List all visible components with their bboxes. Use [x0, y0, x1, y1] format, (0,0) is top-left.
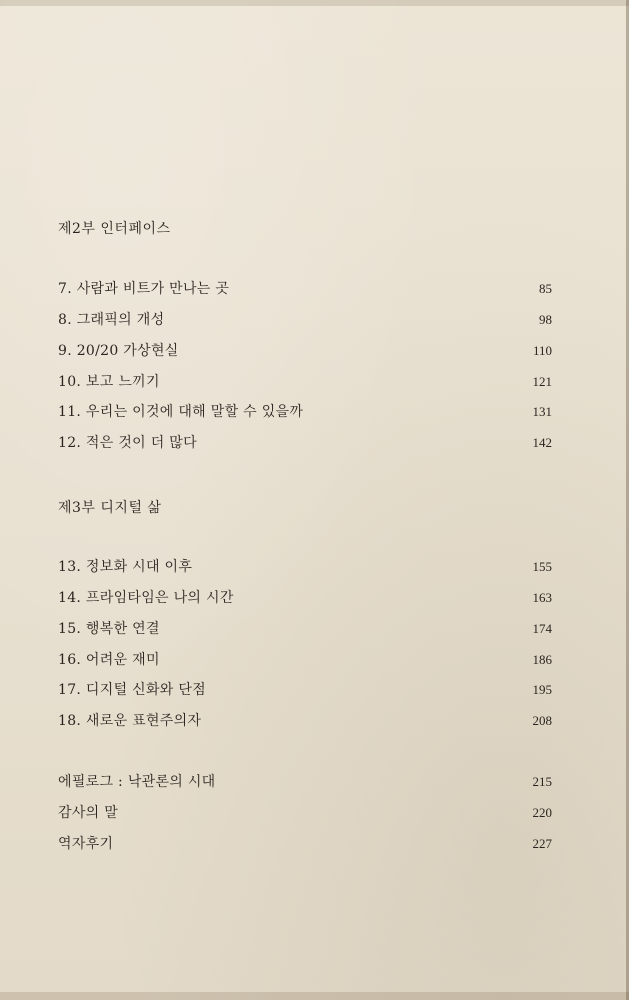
toc-entry-page: 98	[539, 312, 552, 327]
toc-entry-page: 195	[532, 682, 552, 697]
toc-entry[interactable]	[58, 433, 552, 453]
toc-entry-page: 227	[532, 836, 552, 851]
toc-entry-page: 208	[532, 713, 552, 728]
toc-entry[interactable]	[58, 619, 552, 639]
toc-entry-page: 174	[532, 621, 552, 636]
toc-entry[interactable]	[58, 834, 552, 854]
toc-entry[interactable]	[58, 803, 552, 823]
toc-entry-page: 163	[532, 590, 552, 605]
toc-entry-title: 에필로그 : 낙관론의 시대	[58, 774, 216, 790]
toc-entry-title: 9. 20/20 가상현실	[58, 343, 179, 359]
toc-entry-page: 110	[532, 343, 552, 358]
toc-entry-title: 11. 우리는 이것에 대해 말할 수 있을까	[58, 404, 304, 420]
toc-entry-title: 13. 정보화 시대 이후	[58, 559, 193, 575]
toc-entry[interactable]	[58, 650, 552, 670]
toc-entry-page: 215	[532, 774, 552, 789]
toc-entry-page: 131	[532, 404, 552, 419]
toc-entry[interactable]	[58, 772, 552, 792]
toc-entry-title: 16. 어려운 재미	[58, 652, 160, 668]
toc-entry-page: 155	[532, 559, 552, 574]
toc-entry-title: 역자후기	[58, 836, 114, 852]
toc-entry-page: 121	[532, 374, 552, 389]
toc-entry[interactable]	[58, 279, 552, 299]
toc-entry[interactable]	[58, 310, 552, 330]
toc-entry-title: 18. 새로운 표현주의자	[58, 713, 202, 729]
toc-entry-title: 10. 보고 느끼기	[58, 374, 160, 390]
toc-entry-page: 142	[532, 435, 552, 450]
toc-entry[interactable]	[58, 372, 552, 392]
toc-entry[interactable]	[58, 402, 552, 422]
toc-entry[interactable]	[58, 341, 552, 361]
toc-entry-title: 감사의 말	[58, 805, 119, 821]
toc-entry[interactable]	[58, 588, 552, 608]
page-top-edge	[0, 0, 629, 6]
toc-entry-title: 14. 프라임타임은 나의 시간	[58, 590, 234, 606]
toc-entry-title: 7. 사람과 비트가 만나는 곳	[58, 281, 230, 297]
toc-entry-page: 186	[532, 652, 552, 667]
toc-entry[interactable]	[58, 557, 552, 577]
toc-entry-title: 12. 적은 것이 더 많다	[58, 435, 197, 451]
toc-entry-title: 17. 디지털 신화와 단점	[58, 682, 207, 698]
toc-entry[interactable]	[58, 711, 552, 731]
part2-heading: 제2부 인터페이스	[58, 221, 171, 237]
toc-entry-title: 15. 행복한 연결	[58, 621, 160, 637]
toc-entry-page: 220	[532, 805, 552, 820]
toc-entry[interactable]	[58, 680, 552, 700]
toc-entry-page: 85	[539, 281, 552, 296]
toc-entry-title: 8. 그래픽의 개성	[58, 312, 165, 328]
page-bottom-edge	[0, 992, 629, 1000]
part3-heading: 제3부 디지털 삶	[58, 500, 162, 516]
